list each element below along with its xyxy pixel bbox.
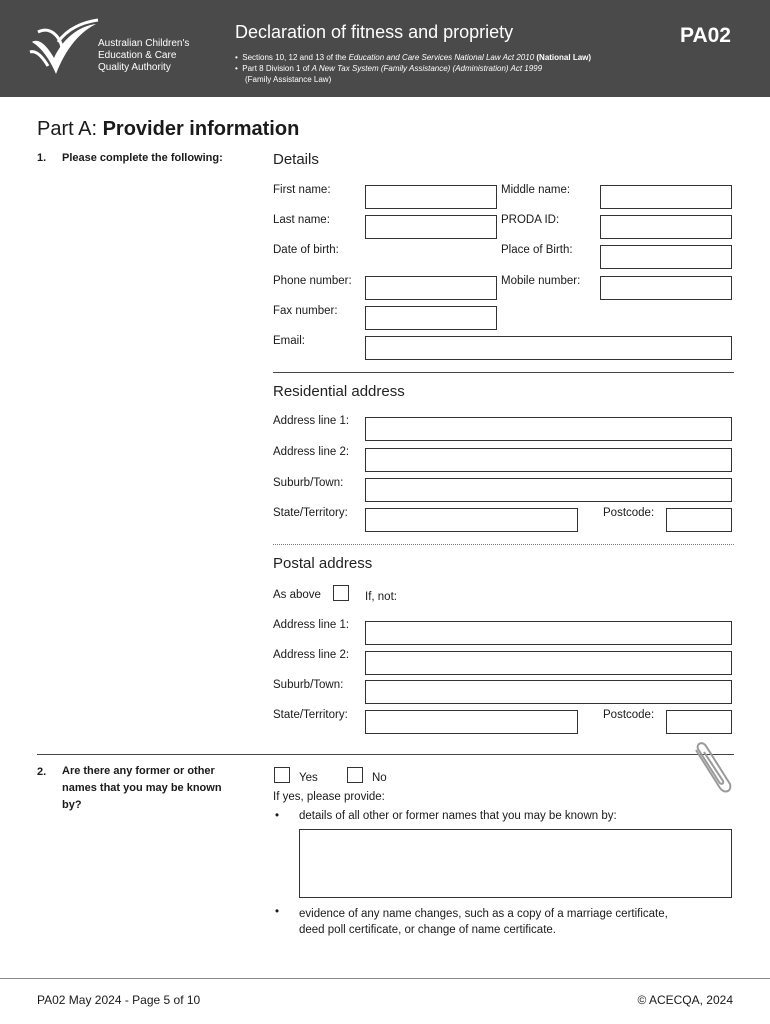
first-name-field[interactable] [365, 185, 497, 209]
place-of-birth-label: Place of Birth: [501, 244, 573, 256]
res-address-2-label: Address line 2: [273, 446, 350, 458]
paperclip-icon [688, 740, 736, 798]
post-suburb-field[interactable] [365, 680, 732, 704]
question-2-number: 2. [37, 766, 47, 778]
yes-label: Yes [299, 772, 318, 784]
footer-page-info: PA02 May 2024 - Page 5 of 10 [37, 993, 201, 1007]
section-divider [273, 372, 734, 373]
other-names-textarea[interactable] [299, 829, 732, 898]
header-bullet-2-cont: (Family Assistance Law) [245, 75, 332, 84]
part-title: Part A: Provider information [37, 118, 300, 140]
footer-divider [0, 978, 770, 979]
place-of-birth-field[interactable] [600, 245, 732, 269]
proda-id-field[interactable] [600, 215, 732, 239]
res-state-field[interactable] [365, 508, 578, 532]
question-divider [37, 754, 734, 755]
bullet-icon: • [275, 906, 280, 918]
phone-field[interactable] [365, 276, 497, 300]
mobile-label: Mobile number: [501, 275, 581, 287]
first-name-label: First name: [273, 184, 331, 196]
res-postcode-label: Postcode: [603, 507, 655, 519]
res-suburb-label: Suburb/Town: [273, 477, 344, 489]
if-not-label: If, not: [365, 591, 397, 603]
email-label: Email: [273, 335, 305, 347]
header-bullet-2: • Part 8 Division 1 of A New Tax System (Family Assistance) (Administration) Act 1999 [235, 64, 543, 73]
proda-id-label: PRODA ID: [501, 214, 560, 226]
bullet-icon: • [275, 810, 280, 822]
email-field[interactable] [365, 336, 732, 360]
post-address-2-field[interactable] [365, 651, 732, 675]
last-name-field[interactable] [365, 215, 497, 239]
organisation-name: Australian Children's Education & Care Quality Authority [98, 38, 190, 73]
post-postcode-field[interactable] [666, 710, 732, 734]
section-divider [273, 544, 734, 545]
yes-checkbox[interactable] [274, 767, 290, 783]
phone-label: Phone number: [273, 275, 352, 287]
post-postcode-label: Postcode: [603, 709, 655, 721]
middle-name-field[interactable] [600, 185, 732, 209]
post-state-label: State/Territory: [273, 709, 348, 721]
post-address-2-label: Address line 2: [273, 649, 350, 661]
fax-label: Fax number: [273, 305, 338, 317]
post-suburb-label: Suburb/Town: [273, 679, 344, 691]
post-state-field[interactable] [365, 710, 578, 734]
res-address-2-field[interactable] [365, 448, 732, 472]
question-1-text: Please complete the following: [62, 152, 223, 164]
bullet-1-text: details of all other or former names that you may be known by: [299, 810, 617, 822]
post-address-1-field[interactable] [365, 621, 732, 645]
as-above-checkbox[interactable] [333, 585, 349, 601]
middle-name-label: Middle name: [501, 184, 571, 196]
as-above-label: As above [273, 589, 321, 601]
post-address-1-label: Address line 1: [273, 619, 350, 631]
bullet-2-text: evidence of any name changes, such as a copy of a marriage certificate, deed poll certificate, or change of name certificate. [299, 908, 668, 936]
res-postcode-field[interactable] [666, 508, 732, 532]
if-yes-label: If yes, please provide: [273, 791, 385, 803]
mobile-field[interactable] [600, 276, 732, 300]
question-2-text: Are there any former or other names that you may be known by? [62, 765, 222, 811]
res-state-label: State/Territory: [273, 507, 348, 519]
details-heading: Details [273, 151, 319, 168]
res-suburb-field[interactable] [365, 478, 732, 502]
footer-copyright: © ACECQA, 2024 [637, 993, 733, 1007]
postal-heading: Postal address [273, 555, 373, 572]
no-label: No [372, 772, 387, 784]
question-1-number: 1. [37, 152, 47, 164]
dob-label: Date of birth: [273, 244, 339, 256]
acecqa-logo-icon [28, 18, 100, 80]
no-checkbox[interactable] [347, 767, 363, 783]
residential-heading: Residential address [273, 383, 405, 400]
form-title: Declaration of fitness and propriety [235, 22, 514, 42]
form-code: PA02 [680, 24, 731, 47]
header-bullet-1: • Sections 10, 12 and 13 of the Education and Care Services National Law Act 2010 (National Law) [235, 53, 592, 62]
res-address-1-field[interactable] [365, 417, 732, 441]
last-name-label: Last name: [273, 214, 330, 226]
res-address-1-label: Address line 1: [273, 415, 350, 427]
fax-field[interactable] [365, 306, 497, 330]
